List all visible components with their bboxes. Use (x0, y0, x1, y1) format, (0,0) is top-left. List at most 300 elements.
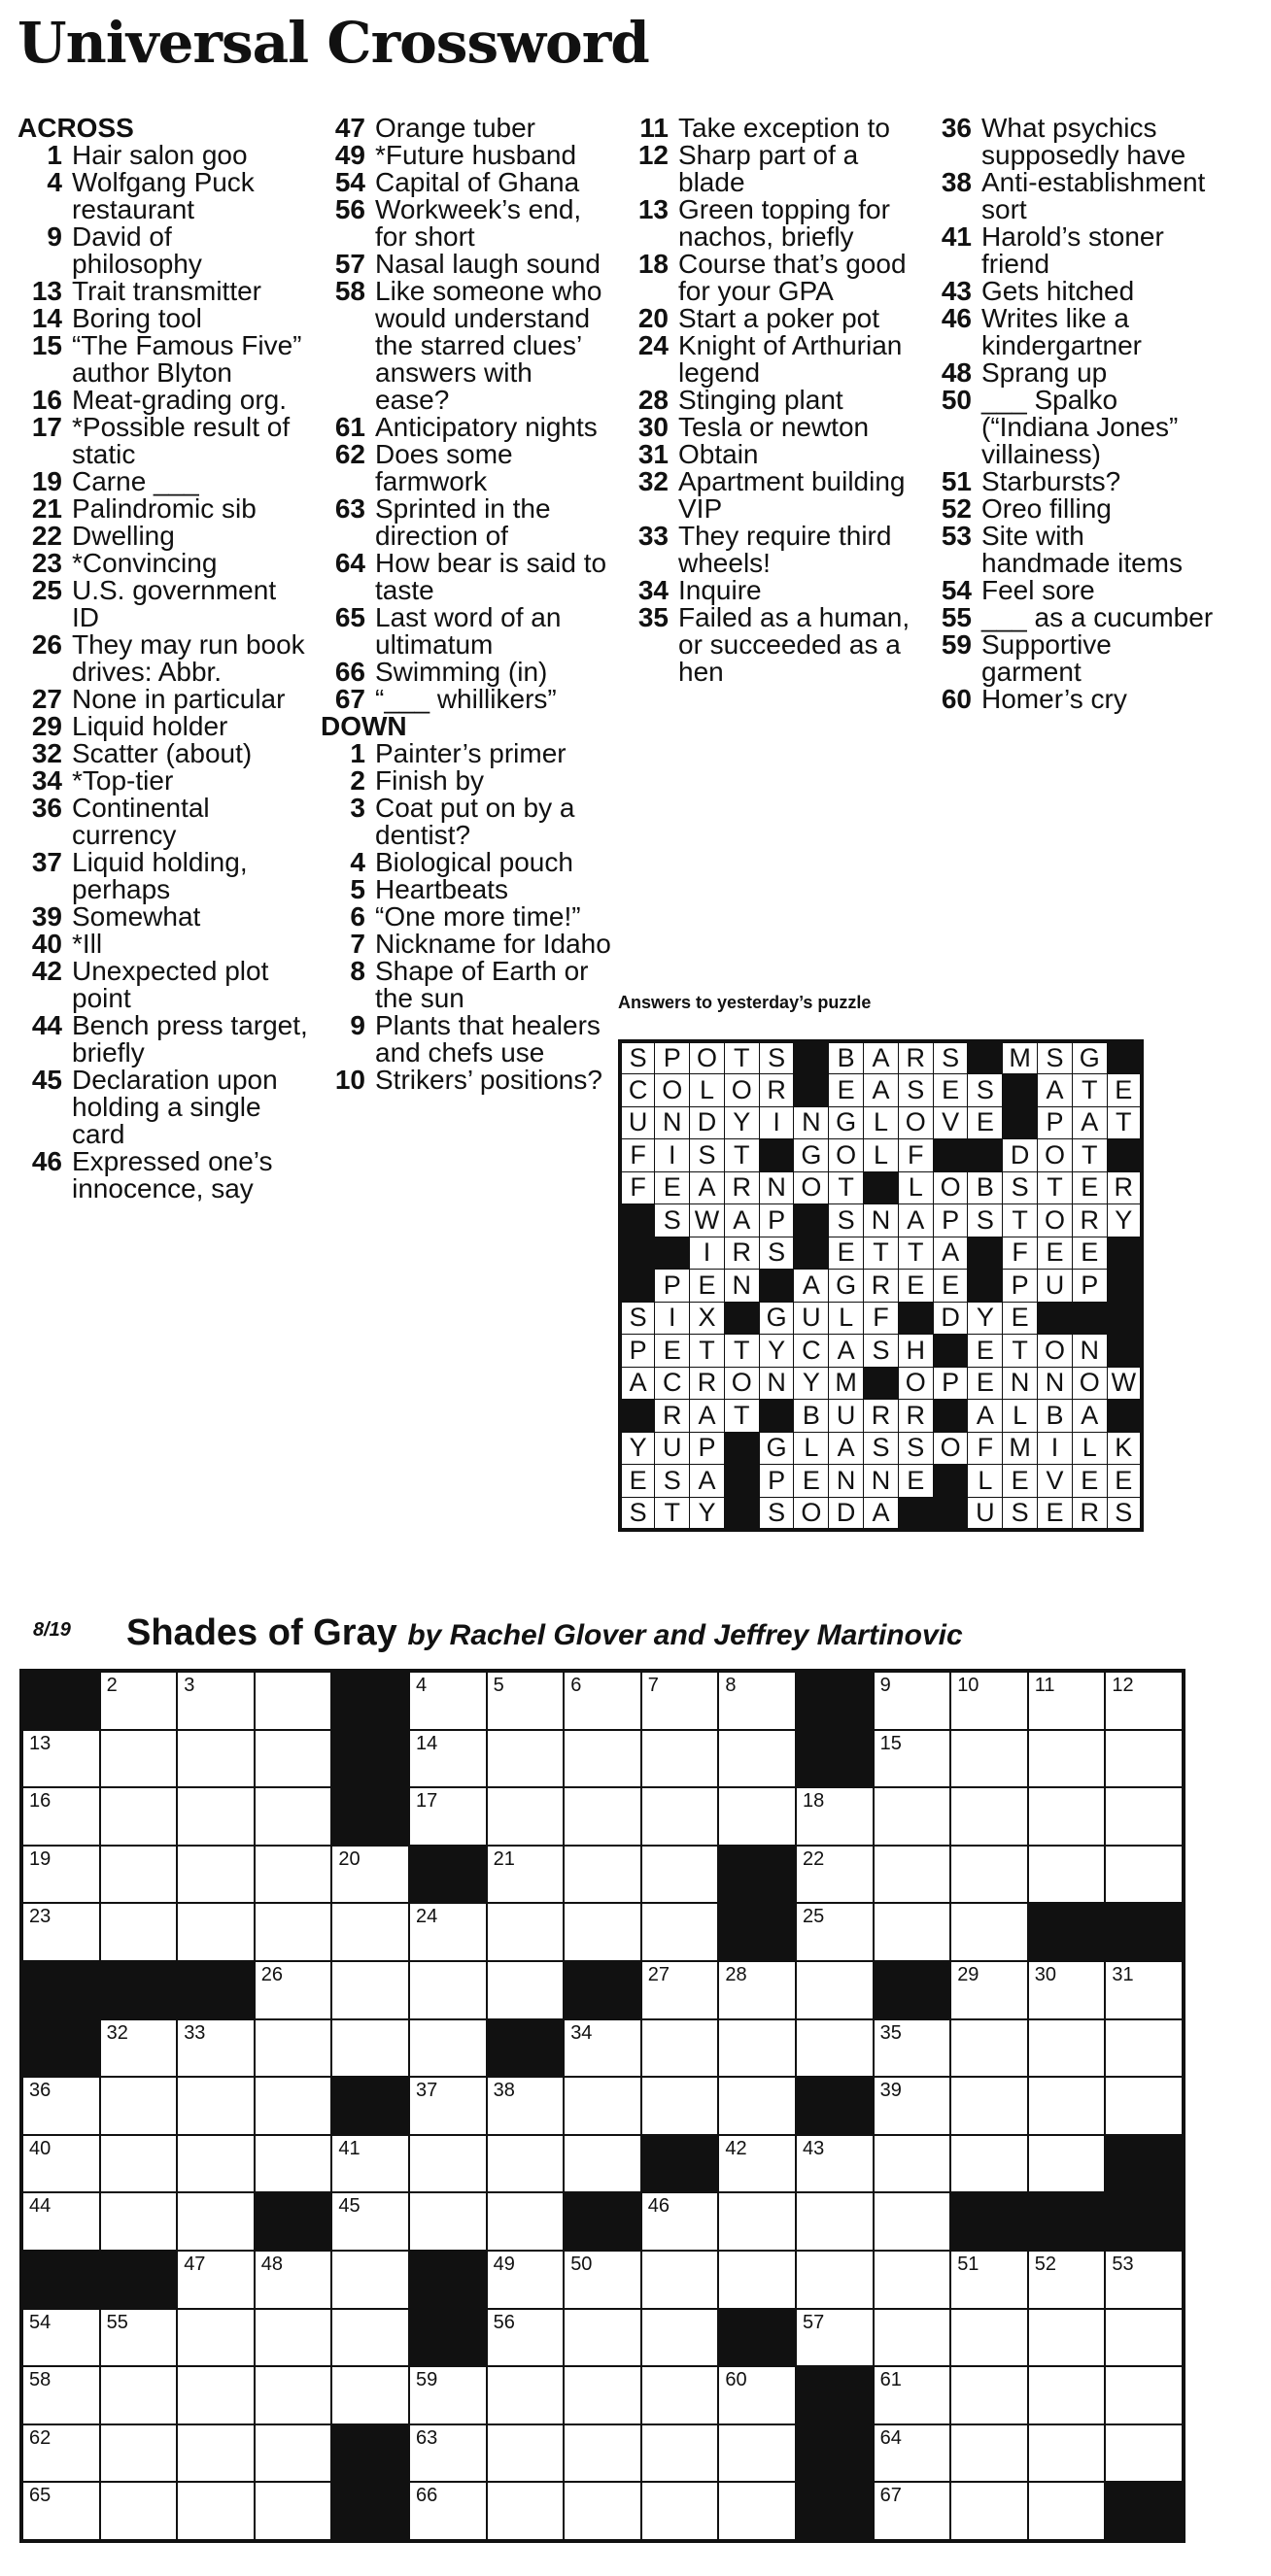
grid-cell[interactable] (178, 2136, 254, 2192)
clue-item (17, 305, 309, 332)
cell-number: 9 (879, 1675, 891, 1696)
grid-cell[interactable] (719, 2078, 795, 2134)
answer-cell: S (1107, 1497, 1142, 1530)
grid-cell[interactable] (488, 1904, 564, 1960)
grid-cell[interactable] (1106, 2425, 1182, 2482)
cell-number: 34 (570, 2021, 593, 2044)
grid-cell[interactable] (642, 2367, 718, 2423)
grid-cell[interactable] (875, 1673, 950, 1729)
grid-cell[interactable] (488, 2078, 564, 2134)
grid-cell[interactable] (1106, 2078, 1182, 2134)
grid-cell[interactable] (719, 1962, 795, 2018)
grid-cell[interactable] (410, 2425, 486, 2482)
grid-cell[interactable] (797, 1904, 873, 1960)
clue-item (17, 1012, 309, 1067)
grid-cell[interactable] (23, 2193, 99, 2250)
grid-cell[interactable] (101, 1904, 177, 1960)
grid-cell[interactable] (797, 2020, 873, 2077)
grid-cell[interactable] (797, 1847, 873, 1903)
answer-cell: M (1003, 1041, 1038, 1074)
grid-cell[interactable] (410, 2193, 486, 2250)
grid-cell[interactable] (875, 2020, 950, 2077)
grid-cell[interactable] (1029, 2483, 1105, 2539)
black-square (933, 1139, 968, 1172)
black-square (794, 1237, 829, 1270)
grid-cell[interactable] (565, 1904, 640, 1960)
grid-cell[interactable] (565, 2310, 640, 2366)
grid-cell[interactable] (719, 1788, 795, 1845)
answer-cell: O (933, 1432, 968, 1465)
black-square (797, 2483, 873, 2539)
clue-number: 54 (941, 575, 972, 605)
grid-cell[interactable] (256, 2310, 331, 2366)
clue-item (321, 1012, 612, 1067)
grid-cell[interactable] (1029, 2078, 1105, 2134)
answer-cell: P (933, 1367, 968, 1400)
black-square (724, 1302, 759, 1335)
page-title: Universal Crossword (17, 10, 649, 76)
grid-cell[interactable] (875, 2483, 950, 2539)
clue-item (17, 1148, 309, 1203)
answer-cell: S (829, 1204, 864, 1237)
grid-cell[interactable] (1029, 1673, 1105, 1729)
black-square (1107, 1237, 1142, 1270)
clue-item (624, 332, 915, 387)
grid-cell[interactable] (797, 2252, 873, 2308)
grid-cell[interactable] (332, 2310, 408, 2366)
grid-cell[interactable] (178, 1673, 254, 1729)
grid-cell[interactable] (1029, 2252, 1105, 2308)
answer-cell: A (898, 1204, 933, 1237)
grid-cell[interactable] (23, 1904, 99, 1960)
grid-cell[interactable] (642, 1847, 718, 1903)
grid-cell[interactable] (256, 2020, 331, 2077)
grid-cell[interactable] (488, 2367, 564, 2423)
grid-cell[interactable] (256, 2483, 331, 2539)
black-square (898, 1497, 933, 1530)
grid-cell[interactable] (23, 1788, 99, 1845)
grid-cell[interactable] (332, 2252, 408, 2308)
clue-number: 49 (334, 140, 365, 170)
grid-cell[interactable] (1106, 1847, 1182, 1903)
answer-cell: L (898, 1171, 933, 1204)
answer-cell: H (898, 1335, 933, 1368)
grid-cell[interactable] (101, 1673, 177, 1729)
grid-cell[interactable] (101, 2310, 177, 2366)
grid-cell[interactable] (642, 1904, 718, 1960)
grid-cell[interactable] (719, 2483, 795, 2539)
grid-cell[interactable] (256, 2078, 331, 2134)
clue-text: Oreo filling (981, 493, 1112, 524)
grid-cell[interactable] (410, 2136, 486, 2192)
black-square (1003, 1106, 1038, 1139)
answer-cell: A (1038, 1074, 1073, 1107)
grid-cell[interactable] (488, 2136, 564, 2192)
grid-cell[interactable] (178, 2425, 254, 2482)
grid-cell[interactable] (256, 1731, 331, 1787)
grid-cell[interactable] (797, 1962, 873, 2018)
grid-cell[interactable] (410, 1731, 486, 1787)
clue-text: Biological pouch (375, 847, 573, 877)
clue-text: ___ as a cucumber (981, 602, 1214, 632)
clue-text: They require third wheels! (678, 521, 892, 578)
grid-cell[interactable] (565, 1788, 640, 1845)
grid-cell[interactable] (1106, 1731, 1182, 1787)
grid-cell[interactable] (1029, 2020, 1105, 2077)
clue-item (321, 196, 612, 251)
clue-item (17, 686, 309, 713)
black-square (898, 1302, 933, 1335)
answer-cell: E (1038, 1237, 1073, 1270)
grid-cell[interactable] (875, 2367, 950, 2423)
clue-item (17, 332, 309, 387)
black-square (1106, 2483, 1182, 2539)
grid-cell[interactable] (951, 2078, 1027, 2134)
clue-item (321, 1067, 612, 1094)
grid-cell[interactable] (256, 2367, 331, 2423)
grid-cell[interactable] (875, 2193, 950, 2250)
grid-cell[interactable] (410, 2367, 486, 2423)
grid-cell[interactable] (410, 2483, 486, 2539)
clue-number: 5 (350, 874, 365, 904)
grid-cell[interactable] (565, 2020, 640, 2077)
grid-cell[interactable] (1029, 1962, 1105, 2018)
grid-cell[interactable] (565, 2367, 640, 2423)
answer-cell: S (620, 1302, 655, 1335)
answer-cell: S (759, 1497, 794, 1530)
grid-cell[interactable] (951, 2252, 1027, 2308)
clue-section-heading: DOWN (321, 711, 407, 741)
clue-item (17, 767, 309, 795)
clue-text: They may run book drives: Abbr. (72, 629, 305, 687)
clue-number: 21 (31, 493, 62, 524)
answer-row (620, 1171, 1142, 1204)
answer-cell: E (1003, 1302, 1038, 1335)
answer-cell: G (794, 1139, 829, 1172)
grid-cell[interactable] (642, 1788, 718, 1845)
grid-cell[interactable] (332, 1904, 408, 1960)
grid-cell[interactable] (256, 1788, 331, 1845)
grid-cell[interactable] (101, 2078, 177, 2134)
grid-cell[interactable] (1106, 1788, 1182, 1845)
grid-cell[interactable] (642, 1673, 718, 1729)
answer-cell: S (864, 1335, 899, 1368)
black-square (1107, 1335, 1142, 1368)
grid-cell[interactable] (565, 1731, 640, 1787)
grid-cell[interactable] (875, 1788, 950, 1845)
clue-item (624, 441, 915, 468)
grid-cell[interactable] (951, 2483, 1027, 2539)
grid-cell[interactable] (23, 2310, 99, 2366)
grid-cell[interactable] (1106, 2252, 1182, 2308)
clue-number: 51 (941, 466, 972, 496)
clue-number: 14 (31, 303, 62, 333)
grid-cell[interactable] (1106, 2367, 1182, 2423)
grid-cell[interactable] (1106, 2020, 1182, 2077)
black-square (794, 1204, 829, 1237)
cell-number: 65 (29, 2485, 52, 2507)
clue-text: Green topping for nachos, briefly (678, 194, 890, 252)
grid-cell[interactable] (23, 2483, 99, 2539)
grid-cell[interactable] (256, 1904, 331, 1960)
clue-number: 13 (637, 194, 669, 224)
grid-cell[interactable] (488, 1847, 564, 1903)
grid-cell[interactable] (797, 2136, 873, 2192)
clue-item (321, 849, 612, 876)
grid-cell[interactable] (951, 1847, 1027, 1903)
grid-cell[interactable] (488, 1673, 564, 1729)
grid-cell[interactable] (488, 2310, 564, 2366)
grid-cell[interactable] (256, 1847, 331, 1903)
grid-cell[interactable] (101, 2193, 177, 2250)
grid-cell[interactable] (23, 1847, 99, 1903)
clue-text: Inquire (678, 575, 762, 605)
grid-cell[interactable] (797, 2310, 873, 2366)
grid-cell[interactable] (332, 2193, 408, 2250)
grid-cell[interactable] (951, 2367, 1027, 2423)
answer-cell: T (1003, 1335, 1038, 1368)
cell-number: 45 (338, 2195, 361, 2218)
grid-cell[interactable] (178, 2252, 254, 2308)
answer-cell: P (655, 1041, 690, 1074)
grid-cell[interactable] (178, 1904, 254, 1960)
grid-cell[interactable] (719, 2136, 795, 2192)
grid-cell[interactable] (410, 1962, 486, 2018)
grid-cell[interactable] (565, 2136, 640, 2192)
grid-cell[interactable] (332, 2136, 408, 2192)
grid-cell[interactable] (488, 1788, 564, 1845)
answer-row (620, 1302, 1142, 1335)
grid-cell[interactable] (178, 1731, 254, 1787)
clue-item (17, 631, 309, 686)
grid-cell[interactable] (642, 1731, 718, 1787)
grid-cell[interactable] (797, 1788, 873, 1845)
grid-cell[interactable] (256, 1962, 331, 2018)
grid-cell[interactable] (565, 1847, 640, 1903)
grid-cell[interactable] (488, 2252, 564, 2308)
grid-cell[interactable] (1029, 2136, 1105, 2192)
black-square (1003, 1074, 1038, 1107)
grid-cell[interactable] (101, 2020, 177, 2077)
grid-cell[interactable] (23, 2136, 99, 2192)
grid-cell[interactable] (642, 2310, 718, 2366)
grid-cell[interactable] (875, 2136, 950, 2192)
grid-cell[interactable] (875, 1904, 950, 1960)
grid-cell[interactable] (875, 2078, 950, 2134)
grid-cell[interactable] (565, 2425, 640, 2482)
clue-text: Dwelling (72, 521, 175, 551)
clue-item (17, 169, 309, 223)
clue-text: Sprang up (981, 357, 1108, 388)
cell-number: 3 (184, 1675, 195, 1696)
grid-cell[interactable] (23, 2078, 99, 2134)
answer-cell: P (933, 1204, 968, 1237)
grid-cell[interactable] (488, 2425, 564, 2482)
grid-cell[interactable] (1029, 1847, 1105, 1903)
grid-cell[interactable] (642, 2078, 718, 2134)
grid-cell[interactable] (951, 1962, 1027, 2018)
clue-number: 28 (637, 385, 669, 415)
cell-number: 7 (647, 1675, 659, 1696)
answer-cell: S (759, 1041, 794, 1074)
cell-number: 2 (106, 1675, 118, 1696)
clue-number: 32 (637, 466, 669, 496)
grid-cell[interactable] (101, 2425, 177, 2482)
clue-number: 65 (334, 602, 365, 632)
cell-number: 23 (29, 1906, 52, 1928)
grid-cell[interactable] (719, 2252, 795, 2308)
grid-cell[interactable] (101, 1847, 177, 1903)
grid-cell[interactable] (875, 2252, 950, 2308)
answer-cell: T (1038, 1171, 1073, 1204)
grid-cell[interactable] (951, 1731, 1027, 1787)
grid-cell[interactable] (951, 1788, 1027, 1845)
grid-cell[interactable] (101, 1731, 177, 1787)
grid-cell[interactable] (797, 2193, 873, 2250)
cell-number: 37 (415, 2080, 438, 2102)
grid-cell[interactable] (256, 2136, 331, 2192)
grid-cell[interactable] (951, 2425, 1027, 2482)
grid-cell[interactable] (256, 2425, 331, 2482)
grid-cell[interactable] (178, 2078, 254, 2134)
grid-cell[interactable] (719, 1673, 795, 1729)
grid-cell[interactable] (488, 1962, 564, 2018)
grid-cell[interactable] (565, 2483, 640, 2539)
grid-cell[interactable] (1106, 1673, 1182, 1729)
black-square (256, 2193, 331, 2250)
grid-cell[interactable] (719, 2193, 795, 2250)
answer-cell: A (829, 1335, 864, 1368)
grid-cell[interactable] (875, 1731, 950, 1787)
answer-row (620, 1106, 1142, 1139)
grid-cell[interactable] (1029, 2367, 1105, 2423)
grid-cell[interactable] (332, 1962, 408, 2018)
grid-cell[interactable] (410, 2020, 486, 2077)
grid-cell[interactable] (488, 2483, 564, 2539)
grid-cell[interactable] (23, 2367, 99, 2423)
grid-cell[interactable] (1029, 2310, 1105, 2366)
grid-cell[interactable] (101, 2136, 177, 2192)
grid-cell[interactable] (951, 1673, 1027, 1729)
grid-cell[interactable] (488, 1731, 564, 1787)
grid-cell[interactable] (719, 2020, 795, 2077)
black-square (332, 1731, 408, 1787)
grid-cell[interactable] (719, 2425, 795, 2482)
answer-row (620, 1270, 1142, 1303)
black-square (864, 1367, 899, 1400)
grid-cell[interactable] (875, 2425, 950, 2482)
grid-cell[interactable] (178, 2193, 254, 2250)
grid-cell[interactable] (178, 2483, 254, 2539)
clue-number: 39 (31, 901, 62, 932)
clue-text: Stinging plant (678, 385, 843, 415)
grid-cell[interactable] (256, 1673, 331, 1729)
cell-number: 47 (184, 2253, 206, 2275)
black-square (101, 2252, 177, 2308)
grid-cell[interactable] (256, 2252, 331, 2308)
grid-cell[interactable] (951, 2136, 1027, 2192)
answer-cell: C (620, 1074, 655, 1107)
grid-cell[interactable] (178, 1847, 254, 1903)
black-square (410, 2252, 486, 2308)
grid-cell[interactable] (951, 2020, 1027, 2077)
grid-cell[interactable] (178, 1788, 254, 1845)
answer-cell: R (759, 1074, 794, 1107)
grid-cell[interactable] (178, 2367, 254, 2423)
grid-cell[interactable] (719, 1731, 795, 1787)
clue-item (321, 604, 612, 659)
grid-cell[interactable] (332, 2367, 408, 2423)
clue-number: 30 (637, 412, 669, 442)
crossword-grid (19, 1669, 1185, 2543)
grid-cell[interactable] (642, 2483, 718, 2539)
grid-cell[interactable] (1029, 2425, 1105, 2482)
grid-cell[interactable] (565, 2078, 640, 2134)
grid-cell[interactable] (332, 1847, 408, 1903)
black-square (1029, 1904, 1105, 1960)
answer-cell: A (1072, 1400, 1107, 1433)
grid-cell[interactable] (951, 2310, 1027, 2366)
grid-cell[interactable] (565, 2252, 640, 2308)
clue-number: 36 (31, 793, 62, 823)
grid-cell[interactable] (23, 1731, 99, 1787)
answer-cell: T (690, 1335, 725, 1368)
grid-cell[interactable] (1029, 1731, 1105, 1787)
grid-cell[interactable] (875, 1847, 950, 1903)
grid-cell[interactable] (332, 2020, 408, 2077)
answer-cell: R (898, 1400, 933, 1433)
answer-cell: L (864, 1139, 899, 1172)
grid-cell[interactable] (642, 2252, 718, 2308)
answer-cell: U (794, 1302, 829, 1335)
puzzle-date: 8/19 (33, 1619, 71, 1641)
grid-cell[interactable] (642, 2193, 718, 2250)
answer-cell: S (690, 1139, 725, 1172)
grid-cell[interactable] (642, 2020, 718, 2077)
grid-cell[interactable] (565, 1673, 640, 1729)
answer-row (620, 1041, 1142, 1074)
grid-cell[interactable] (1029, 1788, 1105, 1845)
answer-cell: T (655, 1497, 690, 1530)
grid-cell[interactable] (719, 2367, 795, 2423)
grid-cell[interactable] (178, 2020, 254, 2077)
grid-cell[interactable] (1106, 1962, 1182, 2018)
grid-cell[interactable] (178, 2310, 254, 2366)
clue-item (624, 414, 915, 441)
grid-cell[interactable] (101, 2483, 177, 2539)
clue-item (927, 523, 1219, 577)
grid-cell[interactable] (1106, 2310, 1182, 2366)
grid-cell[interactable] (875, 2310, 950, 2366)
grid-cell[interactable] (642, 2425, 718, 2482)
clue-item (321, 903, 612, 931)
grid-cell[interactable] (410, 1673, 486, 1729)
grid-cell[interactable] (410, 1904, 486, 1960)
answer-cell: A (864, 1497, 899, 1530)
grid-cell[interactable] (410, 2078, 486, 2134)
grid-cell[interactable] (951, 1904, 1027, 1960)
grid-cell[interactable] (642, 1962, 718, 2018)
grid-cell[interactable] (23, 2425, 99, 2482)
answer-cell: E (968, 1106, 1003, 1139)
grid-cell[interactable] (101, 1788, 177, 1845)
grid-cell[interactable] (410, 1788, 486, 1845)
grid-cell[interactable] (101, 2367, 177, 2423)
grid-cell[interactable] (488, 2193, 564, 2250)
clue-item (17, 142, 309, 169)
answer-cell: N (1003, 1367, 1038, 1400)
clue-text: Finish by (375, 765, 485, 796)
